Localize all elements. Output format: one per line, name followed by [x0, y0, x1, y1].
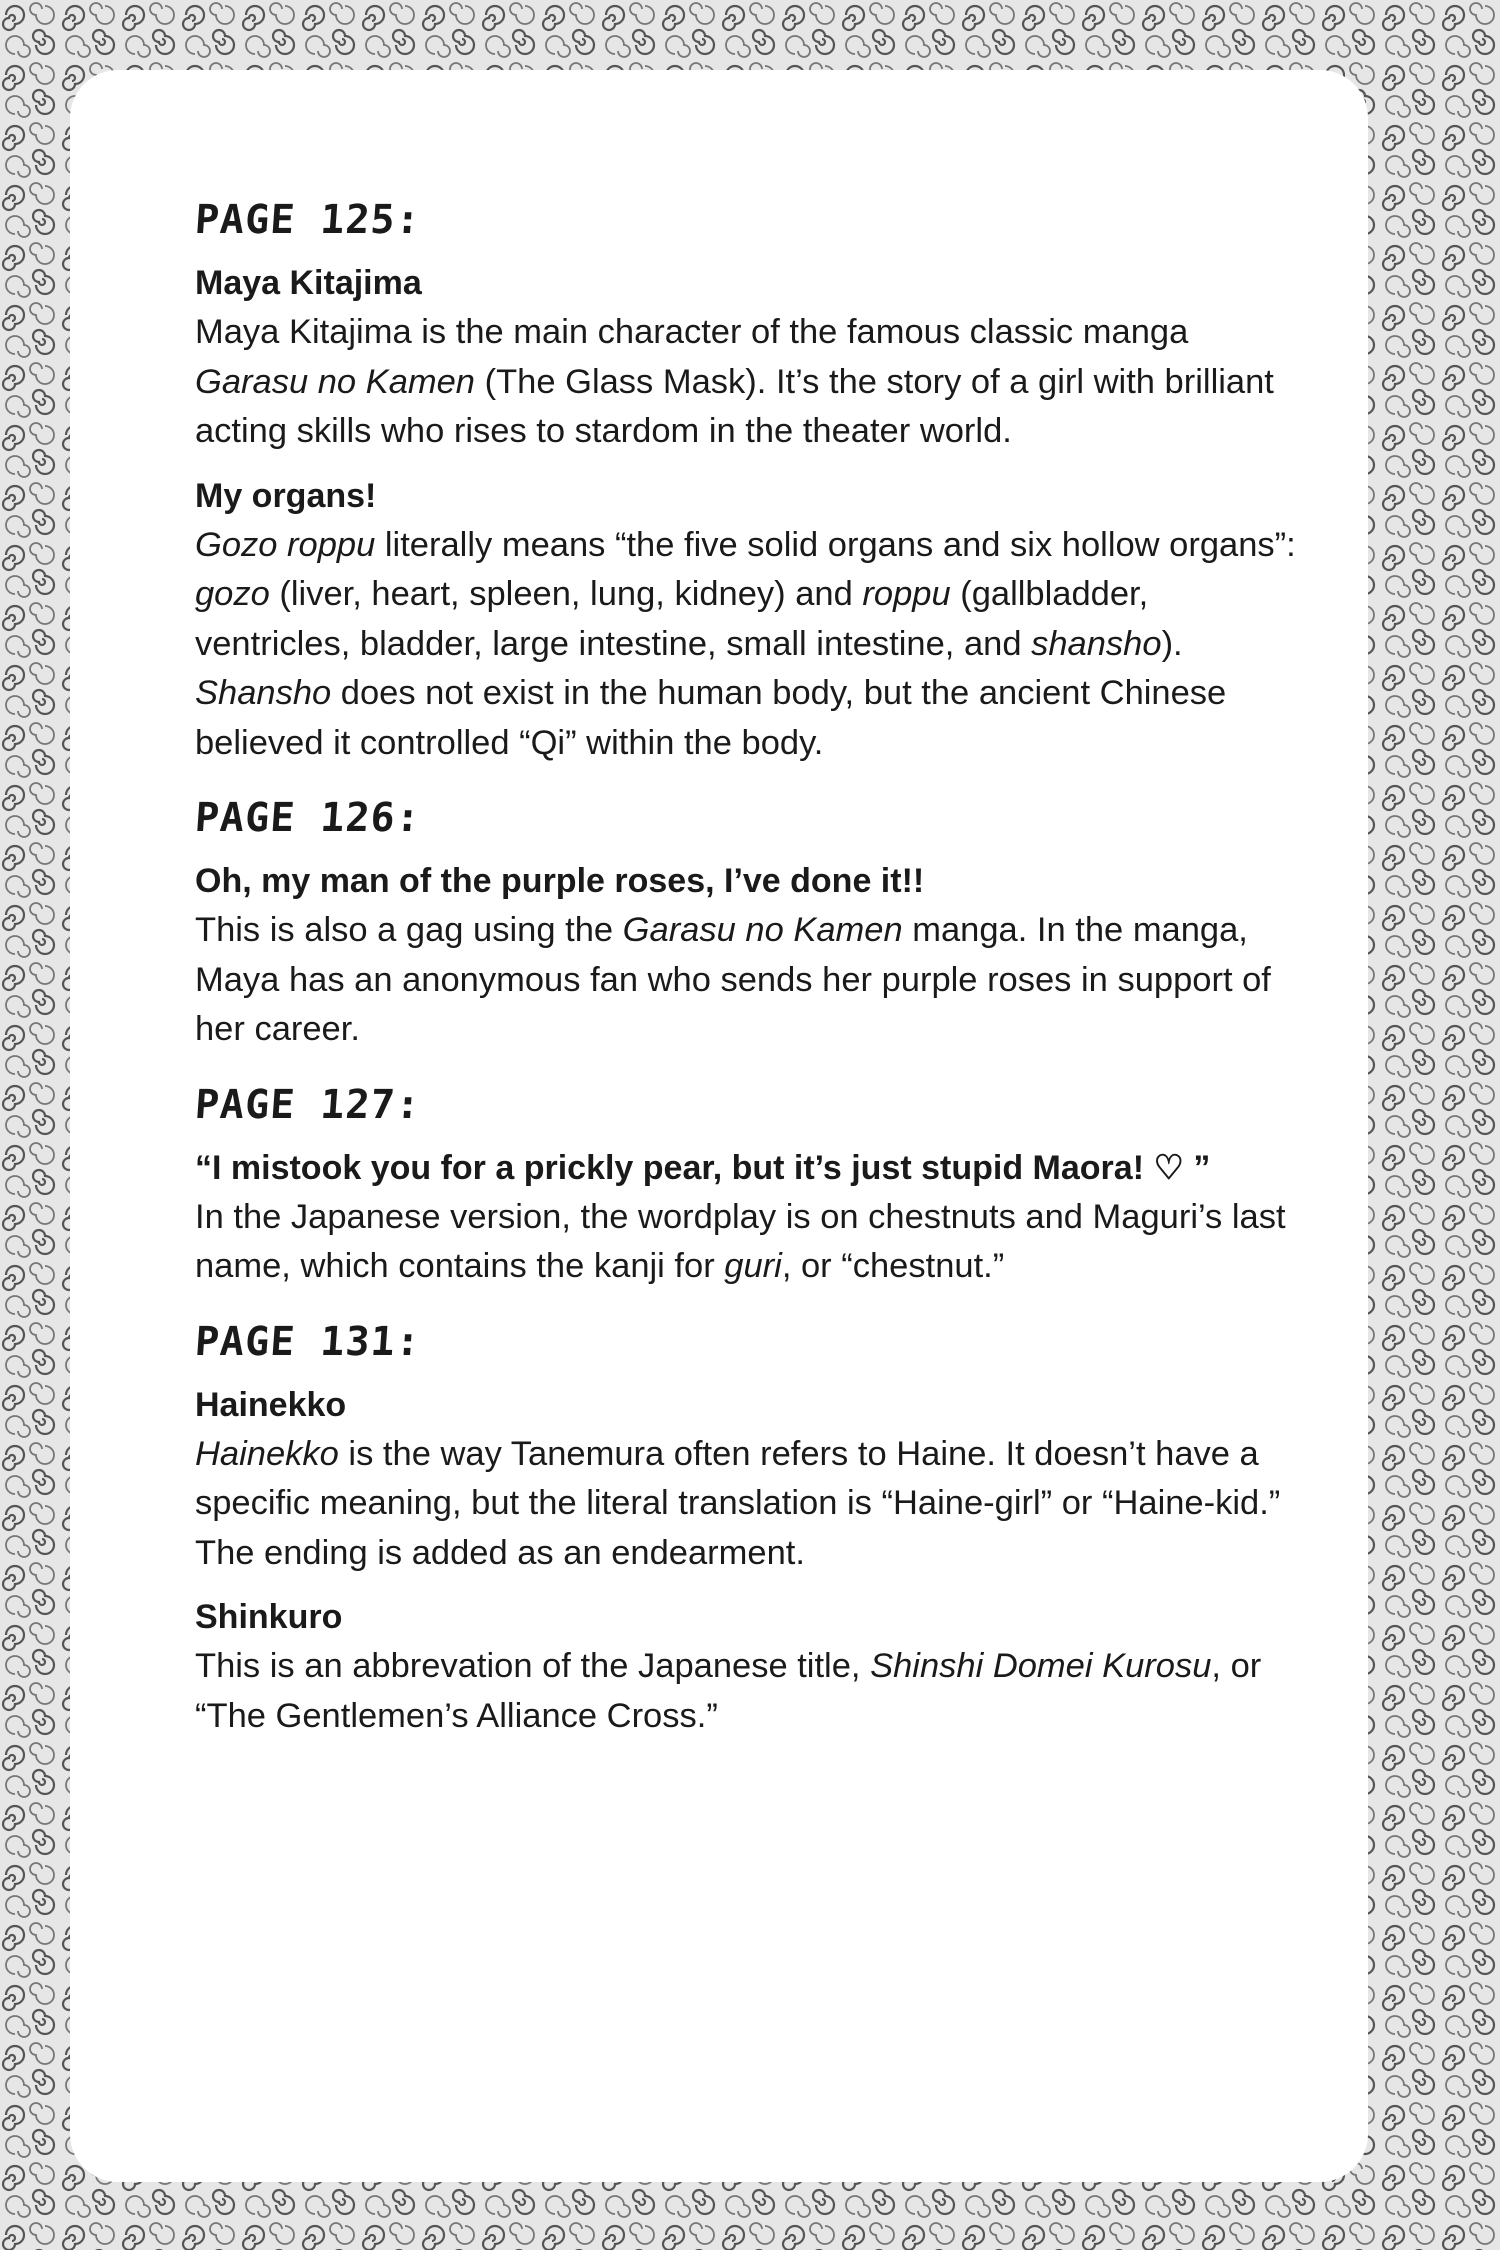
text-run: Maya Kitajima is the main character of the famous classic manga	[195, 313, 1189, 351]
text-run: In the Japanese version, the wordplay is on chestnuts and Maguri’s last name, which contains the kanji for	[195, 1197, 1286, 1285]
note-term: “I mistook you for a prickly pear, but it’s just stupid Maora! ♡ ”	[195, 1148, 1211, 1187]
note-section	[195, 1312, 1305, 1742]
text-run: literally means “the five solid organs and six hollow organs”:	[375, 525, 1296, 564]
text-run: (gallbladder, ventricles, bladder, large intestine, small intestine, and	[195, 575, 1149, 663]
italic-term: gozo	[195, 575, 270, 613]
text-run: (The Glass Mask). It’s the story of a girl with brilliant acting skills who rises to stardom in the theater world.	[195, 362, 1274, 450]
text-run: , or “chestnut.”	[781, 1247, 1005, 1285]
italic-term: Hainekko	[195, 1434, 339, 1473]
page-heading: PAGE 127:	[193, 1081, 423, 1128]
italic-term: Garasu no Kamen	[195, 362, 475, 401]
text-run: does not exist in the human body, but the ancient Chinese believed it controlled “Qi” within the body.	[195, 674, 1227, 762]
note-term: Maya Kitajima	[195, 264, 422, 302]
note-description	[195, 1642, 1305, 1741]
italic-term: Gozo roppu	[195, 525, 376, 564]
italic-term: guri	[724, 1247, 782, 1285]
page-heading: PAGE 126:	[193, 795, 423, 841]
note-term: My organs!	[195, 476, 377, 515]
note-entry	[195, 1592, 1305, 1741]
italic-term: shansho	[1031, 624, 1162, 663]
note-description	[195, 521, 1305, 769]
translation-notes	[195, 190, 1305, 1761]
text-run: manga. In the manga, Maya has an anonymous fan who sends her purple roses in support of her career.	[195, 911, 1271, 1048]
italic-term: roppu	[862, 575, 951, 613]
note-description	[195, 1430, 1305, 1579]
note-term: Hainekko	[195, 1385, 347, 1424]
page-heading: PAGE 125:	[193, 197, 423, 243]
italic-term: Shansho	[195, 674, 332, 712]
note-description	[195, 1193, 1305, 1292]
note-section	[195, 788, 1305, 1055]
text-run: This is an abbrevation of the Japanese title,	[195, 1647, 871, 1685]
note-section	[195, 1075, 1305, 1292]
note-term: Oh, my man of the purple roses, I’ve done it!!	[195, 862, 925, 900]
text-run: (liver, heart, spleen, lung, kidney) and	[269, 575, 863, 613]
italic-term: Shinshi Domei Kurosu	[870, 1647, 1212, 1685]
note-description	[195, 906, 1305, 1055]
note-entry	[195, 856, 1305, 1055]
note-entry	[195, 471, 1305, 769]
note-term: Shinkuro	[195, 1598, 343, 1636]
note-entry	[195, 258, 1305, 457]
page-heading: PAGE 131:	[193, 1318, 423, 1365]
text-run: is the way Tanemura often refers to Haine. It doesn’t have a specific meaning, but the literal translation is “Haine-girl” or “Haine-kid.” The ending is added as an endearment.	[195, 1434, 1281, 1572]
note-description	[195, 308, 1305, 457]
text-run: This is also a gag using the	[195, 911, 623, 949]
note-entry	[195, 1380, 1305, 1579]
italic-term: Garasu no Kamen	[622, 911, 903, 949]
text-run: ).	[1161, 624, 1183, 663]
note-entry	[195, 1143, 1305, 1292]
note-section	[195, 190, 1305, 768]
text-run: , or “The Gentlemen’s Alliance Cross.”	[195, 1647, 1262, 1735]
